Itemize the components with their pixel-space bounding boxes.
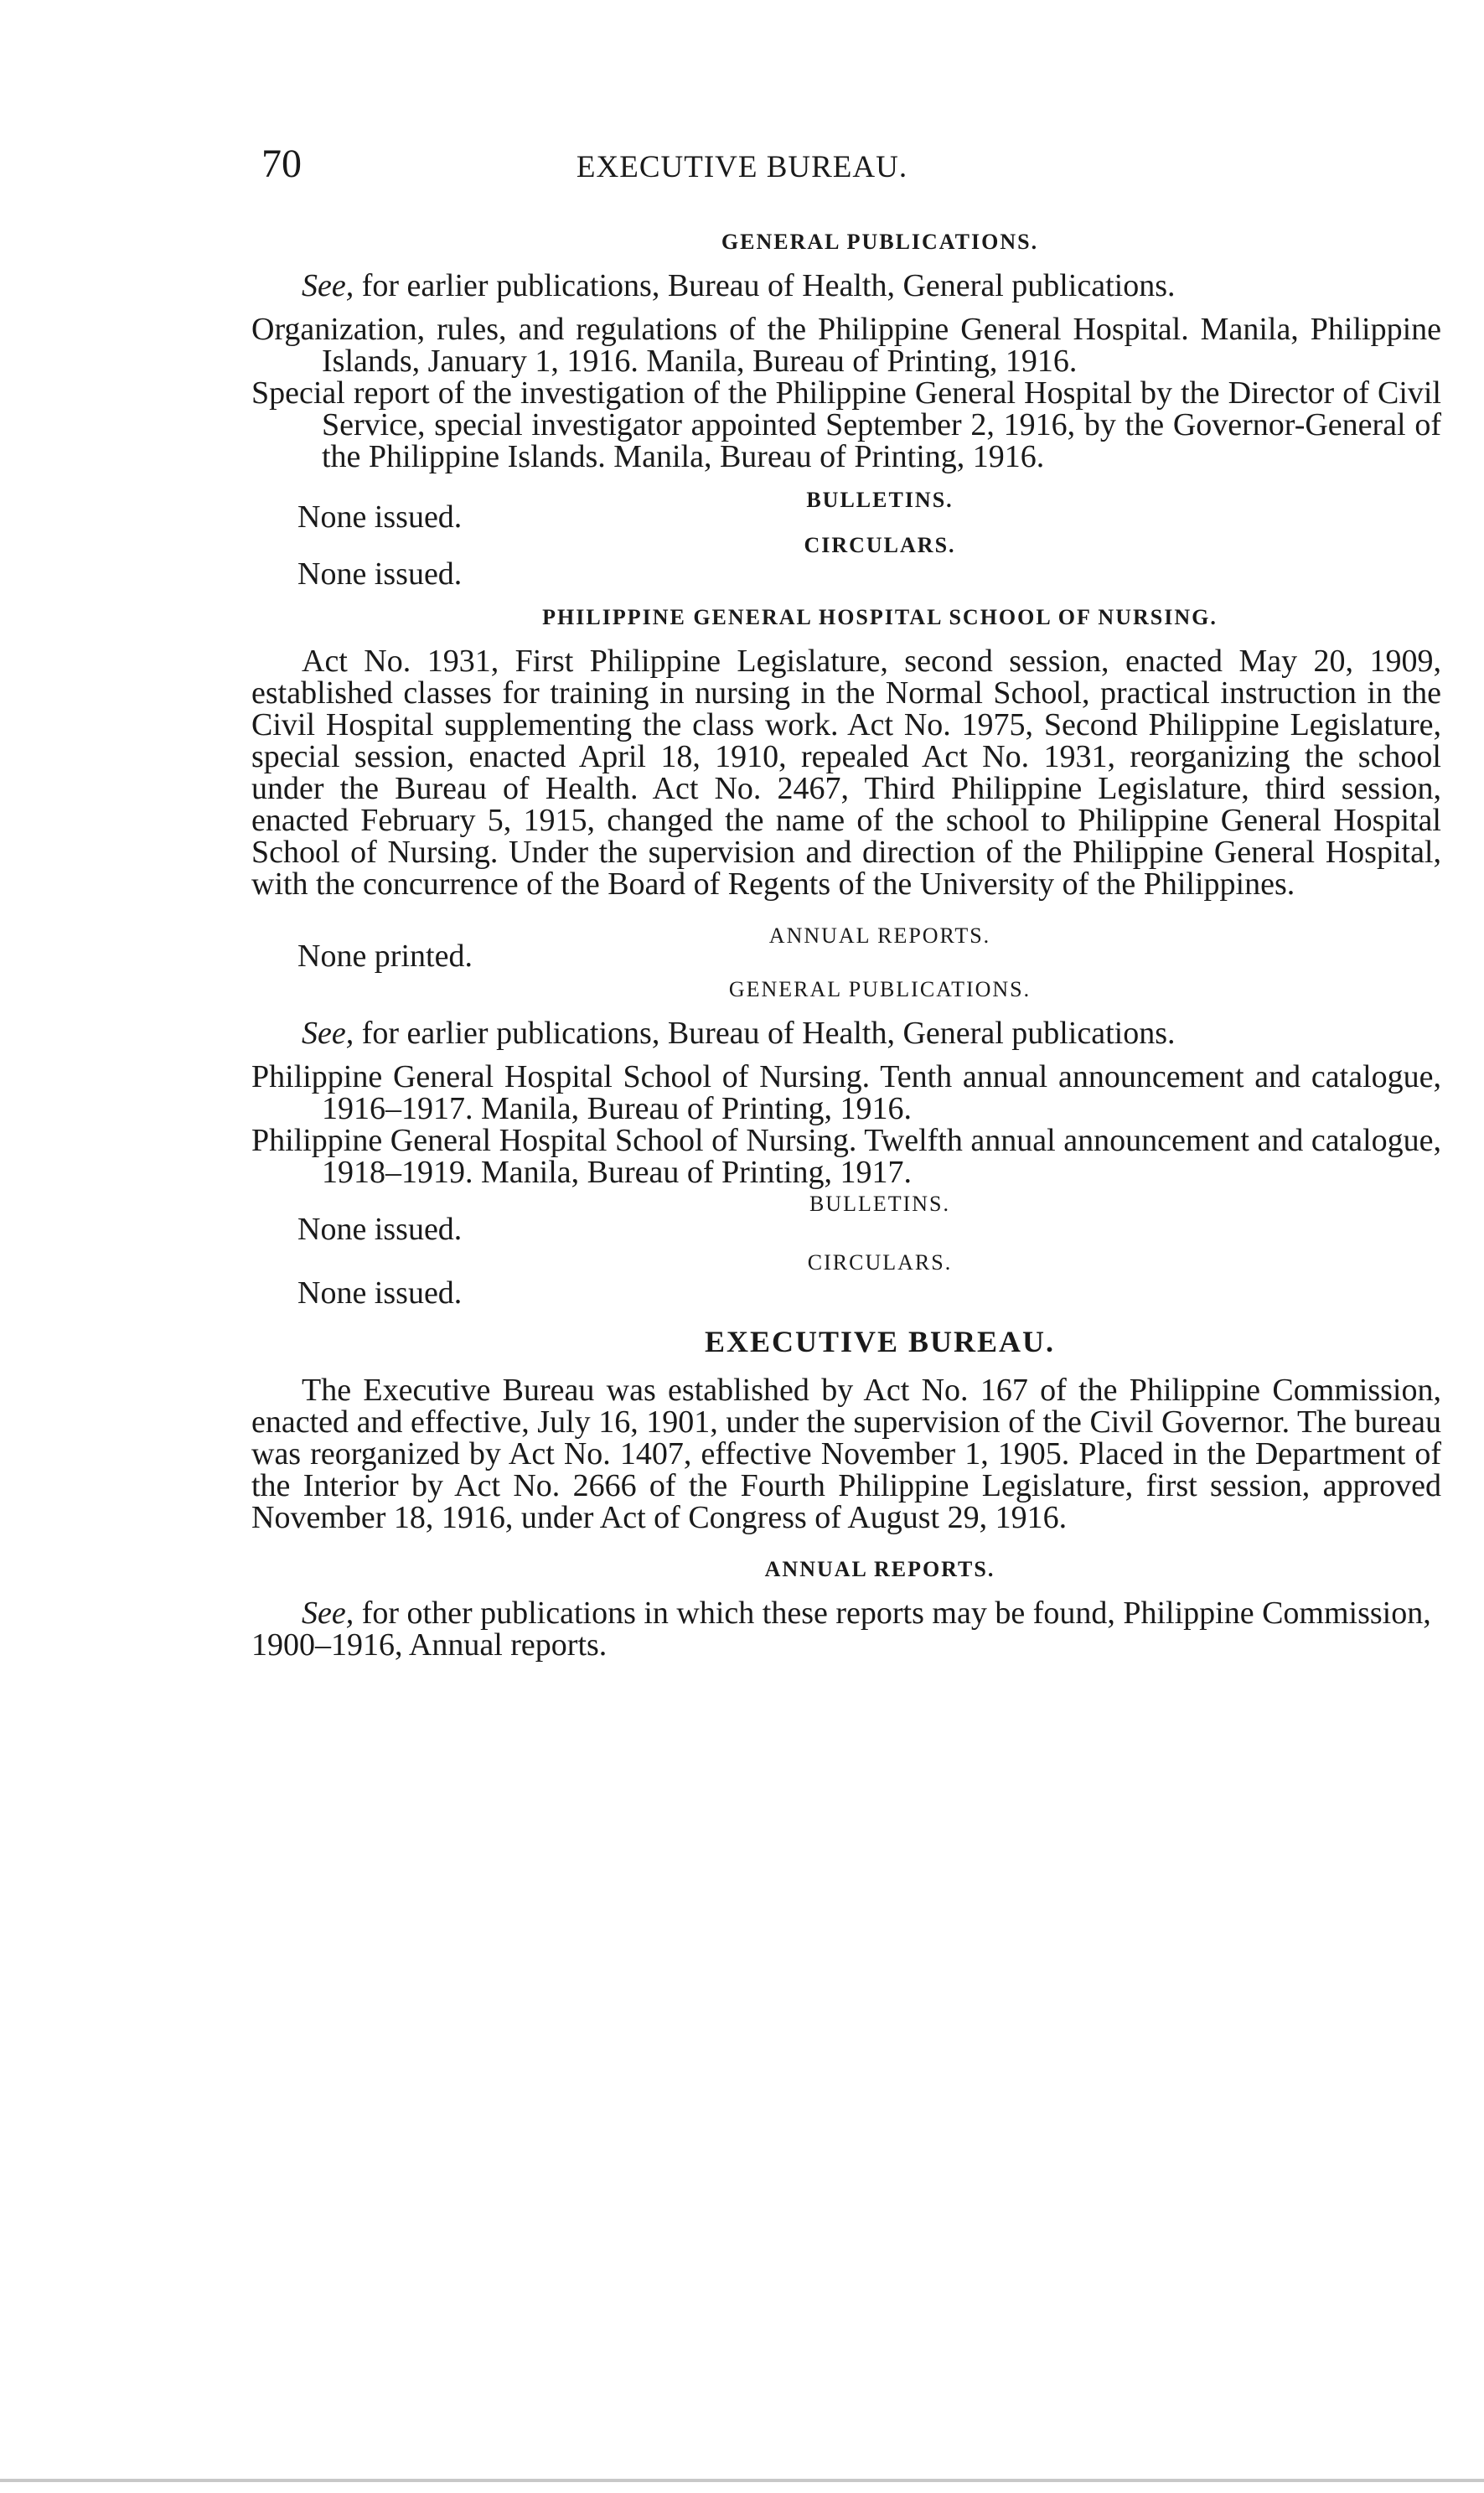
- section-heading-general-publications: GENERAL PUBLICATIONS.: [728, 977, 1032, 1001]
- circulars-status: None issued.: [297, 556, 463, 592]
- circulars-status: None issued.: [297, 1275, 463, 1311]
- see-text: for other publications in which these reports may be found, Philippine Commission, 1900–1916, Annual reports.: [251, 1596, 1431, 1663]
- see-text: for earlier publications, Bureau of Health, General publications.: [354, 1016, 1176, 1051]
- see-italic: See,: [302, 268, 354, 303]
- section-heading-circulars: CIRCULARS.: [807, 1250, 953, 1275]
- section-heading-circulars: CIRCULARS.: [804, 533, 956, 557]
- section-heading-annual-reports: ANNUAL REPORTS.: [768, 923, 991, 948]
- see-reference: [251, 270, 1441, 302]
- page-content: [251, 226, 1441, 1661]
- history-paragraph: Act No. 1931, First Philippine Legislature, second session, enacted May 20, 1909, established classes for training in nursing in the Normal School, practical instruction in the Civil Hospital supplementing the class work. Act No. 1975, Second Philippine Legislature, special session, enacted April 18, 1910, repealed Act No. 1931, reorganizing the school under the Bureau of Health. Act No. 2467, Third Philippine Legislature, third session, enacted February 5, 1915, changed the name of the school to Philippine General Hospital School of Nursing. Under the supervision and direction of the Philippine General Hospital, with the concurrence of the Board of Regents of the University of the Philippines.: [251, 644, 1441, 902]
- section-heading-bulletins: BULLETINS.: [809, 1192, 951, 1216]
- scan-edge: [0, 2479, 1484, 2482]
- see-text: for earlier publications, Bureau of Health, General publications.: [354, 268, 1176, 303]
- bulletins-status: None issued.: [297, 1212, 463, 1247]
- section-heading-annual-reports: ANNUAL REPORTS.: [764, 1557, 995, 1581]
- see-italic: See,: [302, 1596, 354, 1631]
- see-reference: [251, 1597, 1441, 1661]
- see-reference: [251, 1017, 1441, 1049]
- section-heading-general-publications: GENERAL PUBLICATIONS.: [721, 230, 1039, 254]
- publication-entry: Philippine General Hospital School of Nursing. Twelfth annual announcement and catalogue, 1918–1919. Manila, Bureau of Printing, 1917.: [251, 1123, 1441, 1190]
- bulletins-status: None issued.: [297, 499, 463, 535]
- section-heading-executive-bureau: EXECUTIVE BUREAU.: [704, 1325, 1056, 1358]
- page-number: 70: [261, 142, 302, 186]
- running-head: EXECUTIVE BUREAU.: [576, 150, 908, 184]
- publication-entry: Special report of the investigation of the Philippine General Hospital by the Director of Civil Service, special investigator appointed September 2, 1916, by the Governor-General of the Philippine Islands. Manila, Bureau of Printing, 1916.: [251, 375, 1441, 474]
- section-heading-school-of-nursing: PHILIPPINE GENERAL HOSPITAL SCHOOL OF NURSING.: [542, 605, 1218, 629]
- publication-entry: Organization, rules, and regulations of the Philippine General Hospital. Manila, Philippine Islands, January 1, 1916. Manila, Bureau of Printing, 1916.: [251, 312, 1441, 379]
- publication-entry: Philippine General Hospital School of Nursing. Tenth annual announcement and catalogue, 1916–1917. Manila, Bureau of Printing, 1916.: [251, 1059, 1441, 1126]
- see-italic: See,: [302, 1016, 354, 1051]
- history-paragraph: The Executive Bureau was established by Act No. 167 of the Philippine Commission, enacted and effective, July 16, 1901, under the supervision of the Civil Governor. The bureau was reorganized by Act No. 1407, effective November 1, 1905. Placed in the Department of the Interior by Act No. 2666 of the Fourth Philippine Legislature, first session, approved November 18, 1916, under Act of Congress of August 29, 1916.: [251, 1373, 1441, 1535]
- annual-reports-status: None printed.: [297, 939, 473, 974]
- section-heading-bulletins: BULLETINS.: [806, 488, 954, 512]
